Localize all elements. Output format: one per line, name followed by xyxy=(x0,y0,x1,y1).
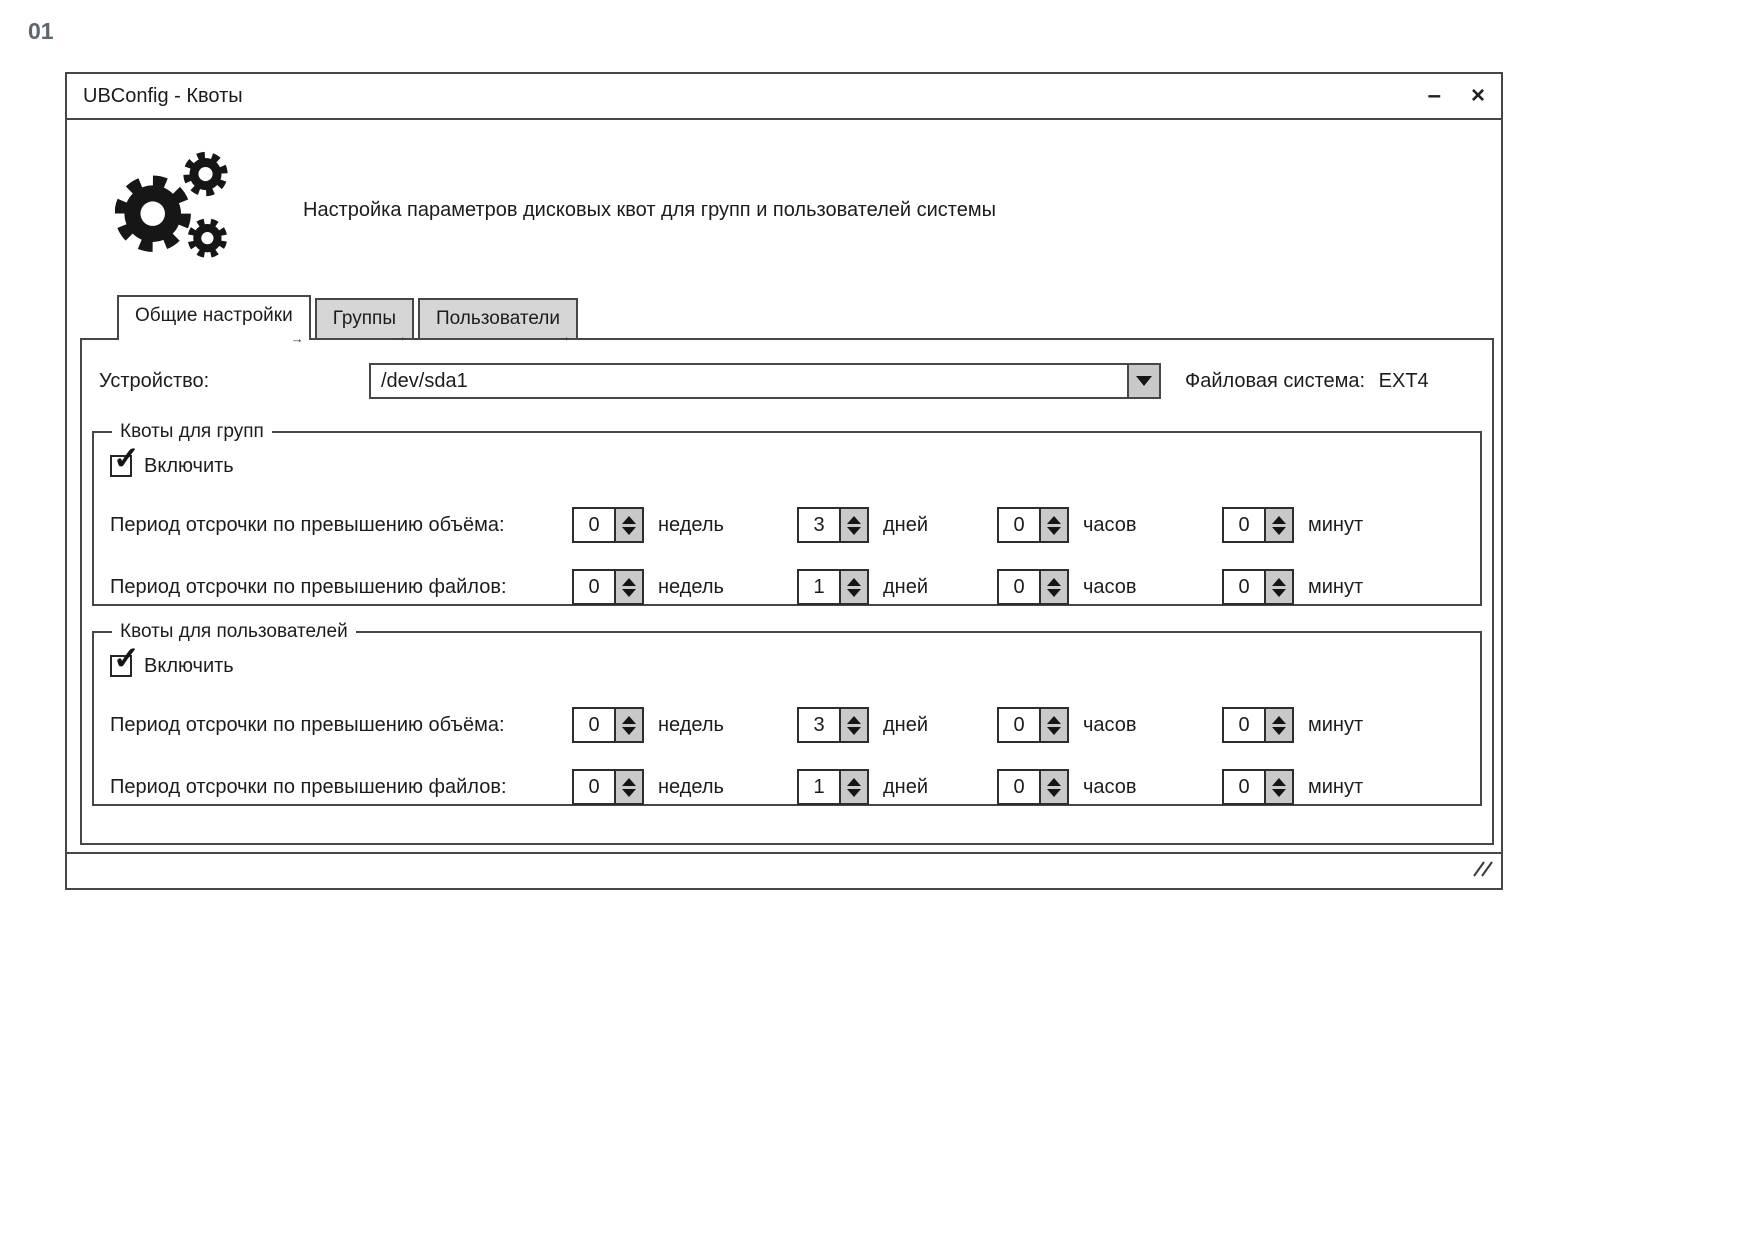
spinner-up-icon[interactable] xyxy=(1272,716,1286,724)
minutes-unit xyxy=(1222,569,1363,605)
device-label: Устройство: xyxy=(99,369,210,392)
days-unit xyxy=(797,507,997,543)
spinner-up-icon[interactable] xyxy=(1047,516,1061,524)
tab-label: Общие настройки xyxy=(135,305,293,326)
unit-label: минут xyxy=(1308,575,1364,598)
unit-label: часов xyxy=(1083,513,1137,536)
check-icon: ✓ xyxy=(113,440,140,476)
group-quotas-fieldset xyxy=(92,421,1482,606)
app-window xyxy=(65,72,1503,890)
spinner-up-icon[interactable] xyxy=(847,716,861,724)
spinner-buttons[interactable] xyxy=(1266,569,1294,605)
hours-unit xyxy=(997,769,1222,805)
spinner-value[interactable]: 0 xyxy=(997,569,1041,605)
unit-label: недель xyxy=(658,713,724,736)
unit-label: дней xyxy=(883,513,929,536)
unit-label: недель xyxy=(658,575,724,598)
spinner-buttons[interactable] xyxy=(1266,769,1294,805)
device-combobox[interactable] xyxy=(369,363,1161,399)
period-row xyxy=(110,767,1480,807)
tab-general-settings[interactable] xyxy=(117,295,311,346)
check-icon: ✓ xyxy=(113,640,140,676)
spinner-down-icon[interactable] xyxy=(1047,589,1061,597)
minutes-spinner[interactable] xyxy=(1222,769,1294,805)
period-label: Период отсрочки по превышению файлов: xyxy=(110,575,507,598)
weeks-spinner[interactable] xyxy=(572,569,644,605)
checkbox-label: Включить xyxy=(144,454,234,477)
minutes-unit xyxy=(1222,507,1363,543)
spinner-buttons[interactable] xyxy=(841,707,869,743)
spinner-value[interactable]: 3 xyxy=(797,507,841,543)
minutes-spinner[interactable] xyxy=(1222,507,1294,543)
minutes-spinner[interactable] xyxy=(1222,707,1294,743)
period-label: Период отсрочки по превышению файлов: xyxy=(110,775,507,798)
weeks-unit xyxy=(572,707,797,743)
spinner-value[interactable]: 1 xyxy=(797,569,841,605)
spinner-up-icon[interactable] xyxy=(622,578,636,586)
spinner-value[interactable]: 0 xyxy=(997,707,1041,743)
hours-spinner[interactable] xyxy=(997,569,1069,605)
spinner-up-icon[interactable] xyxy=(847,578,861,586)
checkbox-box[interactable] xyxy=(110,440,140,477)
period-row xyxy=(110,705,1480,745)
spinner-down-icon[interactable] xyxy=(622,527,636,535)
spinner-up-icon[interactable] xyxy=(847,516,861,524)
unit-label: дней xyxy=(883,775,929,798)
window-description: Настройка параметров дисковых квот для групп и пользователей системы xyxy=(303,198,996,221)
period-label: Период отсрочки по превышению объёма: xyxy=(110,513,505,536)
days-spinner[interactable] xyxy=(797,507,869,543)
period-label: Период отсрочки по превышению объёма: xyxy=(110,713,505,736)
unit-label: часов xyxy=(1083,775,1137,798)
spinner-up-icon[interactable] xyxy=(1047,716,1061,724)
spinner-up-icon[interactable] xyxy=(1047,778,1061,786)
spinner-value[interactable]: 0 xyxy=(572,569,616,605)
window-title: UBConfig - Квоты xyxy=(83,84,243,107)
spinner-down-icon[interactable] xyxy=(847,727,861,735)
weeks-unit xyxy=(572,769,797,805)
minimize-button[interactable] xyxy=(1428,84,1441,108)
spinner-buttons[interactable] xyxy=(1266,707,1294,743)
settings-panel xyxy=(80,338,1494,845)
tab-users[interactable] xyxy=(418,298,578,344)
device-row xyxy=(99,363,1492,399)
checkbox-label: Включить xyxy=(144,654,234,677)
spinner-up-icon[interactable] xyxy=(1272,516,1286,524)
days-spinner[interactable] xyxy=(797,769,869,805)
spinner-buttons[interactable] xyxy=(841,569,869,605)
enable-checkbox[interactable] xyxy=(110,640,1480,681)
close-icon: × xyxy=(1470,82,1485,109)
unit-label: дней xyxy=(883,575,929,598)
unit-label: часов xyxy=(1083,575,1137,598)
spinner-value[interactable]: 0 xyxy=(572,507,616,543)
spinner-buttons[interactable] xyxy=(616,507,644,543)
hours-spinner[interactable] xyxy=(997,707,1069,743)
hours-unit xyxy=(997,569,1222,605)
spinner-down-icon[interactable] xyxy=(1047,527,1061,535)
header xyxy=(67,120,1501,270)
unit-label: часов xyxy=(1083,713,1137,736)
spinner-up-icon[interactable] xyxy=(622,778,636,786)
enable-checkbox[interactable] xyxy=(110,440,1480,481)
spinner-value[interactable]: 3 xyxy=(797,707,841,743)
spinner-up-icon[interactable] xyxy=(622,516,636,524)
days-unit xyxy=(797,769,997,805)
hours-spinner[interactable] xyxy=(997,769,1069,805)
unit-label: недель xyxy=(658,775,724,798)
weeks-spinner[interactable] xyxy=(572,507,644,543)
unit-label: дней xyxy=(883,713,929,736)
hours-spinner[interactable] xyxy=(997,507,1069,543)
spinner-down-icon[interactable] xyxy=(847,527,861,535)
spinner-down-icon[interactable] xyxy=(622,789,636,797)
hours-unit xyxy=(997,707,1222,743)
unit-label: минут xyxy=(1308,775,1364,798)
figure-label: 01 xyxy=(28,18,54,44)
spinner-value[interactable]: 0 xyxy=(997,507,1041,543)
resize-grip[interactable] xyxy=(1471,860,1495,883)
spinner-down-icon[interactable] xyxy=(1272,589,1286,597)
weeks-spinner[interactable] xyxy=(572,769,644,805)
spinner-buttons[interactable] xyxy=(616,707,644,743)
spinner-buttons[interactable] xyxy=(1041,707,1069,743)
tab-label: Пользователи xyxy=(436,308,561,329)
tab-link-arrow-icon: → xyxy=(394,329,407,344)
tab-bar xyxy=(117,295,1501,346)
spinner-buttons[interactable] xyxy=(841,507,869,543)
spinner-value[interactable]: 1 xyxy=(797,769,841,805)
spinner-buttons[interactable] xyxy=(1041,569,1069,605)
close-button[interactable] xyxy=(1471,84,1485,108)
spinner-down-icon[interactable] xyxy=(1047,727,1061,735)
dropdown-arrow-icon xyxy=(1136,376,1152,386)
dropdown-button[interactable] xyxy=(1127,365,1159,397)
weeks-unit xyxy=(572,569,797,605)
tab-groups[interactable] xyxy=(315,298,414,344)
minimize-icon: – xyxy=(1427,82,1441,109)
days-spinner[interactable] xyxy=(797,569,869,605)
minutes-unit xyxy=(1222,769,1363,805)
weeks-unit xyxy=(572,507,797,543)
filesystem-label: Файловая система: xyxy=(1185,369,1366,392)
period-row xyxy=(110,505,1480,545)
minutes-spinner[interactable] xyxy=(1222,569,1294,605)
spinner-up-icon[interactable] xyxy=(1047,578,1061,586)
days-spinner[interactable] xyxy=(797,707,869,743)
spinner-buttons[interactable] xyxy=(1041,507,1069,543)
device-value[interactable]: /dev/sda1 xyxy=(381,369,468,392)
weeks-spinner[interactable] xyxy=(572,707,644,743)
spinner-down-icon[interactable] xyxy=(847,789,861,797)
spinner-down-icon[interactable] xyxy=(1047,789,1061,797)
fieldset-legend: Квоты для пользователей xyxy=(120,621,348,642)
status-bar xyxy=(67,852,1501,888)
spinner-buttons[interactable] xyxy=(616,569,644,605)
spinner-value[interactable]: 0 xyxy=(572,769,616,805)
spinner-down-icon[interactable] xyxy=(622,589,636,597)
unit-label: минут xyxy=(1308,713,1364,736)
filesystem-value: EXT4 xyxy=(1378,369,1429,392)
spinner-value[interactable]: 0 xyxy=(1222,569,1266,605)
unit-label: недель xyxy=(658,513,724,536)
titlebar[interactable] xyxy=(67,74,1501,120)
spinner-buttons[interactable] xyxy=(616,769,644,805)
minutes-unit xyxy=(1222,707,1363,743)
spinner-buttons[interactable] xyxy=(841,769,869,805)
spinner-down-icon[interactable] xyxy=(847,589,861,597)
spinner-down-icon[interactable] xyxy=(1272,727,1286,735)
spinner-value[interactable]: 0 xyxy=(997,769,1041,805)
period-row xyxy=(110,567,1480,607)
spinner-up-icon[interactable] xyxy=(622,716,636,724)
spinner-up-icon[interactable] xyxy=(1272,578,1286,586)
days-unit xyxy=(797,707,997,743)
unit-label: минут xyxy=(1308,513,1364,536)
spinner-up-icon[interactable] xyxy=(847,778,861,786)
spinner-down-icon[interactable] xyxy=(1272,527,1286,535)
spinner-up-icon[interactable] xyxy=(1272,778,1286,786)
spinner-down-icon[interactable] xyxy=(1272,789,1286,797)
filesystem-info xyxy=(1185,370,1429,393)
tab-link-arrow-icon: → xyxy=(290,331,304,346)
spinner-buttons[interactable] xyxy=(1041,769,1069,805)
hours-unit xyxy=(997,507,1222,543)
fieldset-legend: Квоты для групп xyxy=(120,421,264,442)
spinner-value[interactable]: 0 xyxy=(1222,507,1266,543)
tab-link-arrow-icon: → xyxy=(558,329,572,344)
spinner-value[interactable]: 0 xyxy=(1222,707,1266,743)
tab-label: Группы xyxy=(332,308,396,329)
spinner-value[interactable]: 0 xyxy=(572,707,616,743)
user-quotas-fieldset xyxy=(92,621,1482,806)
gears-icon xyxy=(115,149,247,272)
checkbox-box[interactable] xyxy=(110,640,140,677)
spinner-buttons[interactable] xyxy=(1266,507,1294,543)
spinner-value[interactable]: 0 xyxy=(1222,769,1266,805)
spinner-down-icon[interactable] xyxy=(622,727,636,735)
days-unit xyxy=(797,569,997,605)
